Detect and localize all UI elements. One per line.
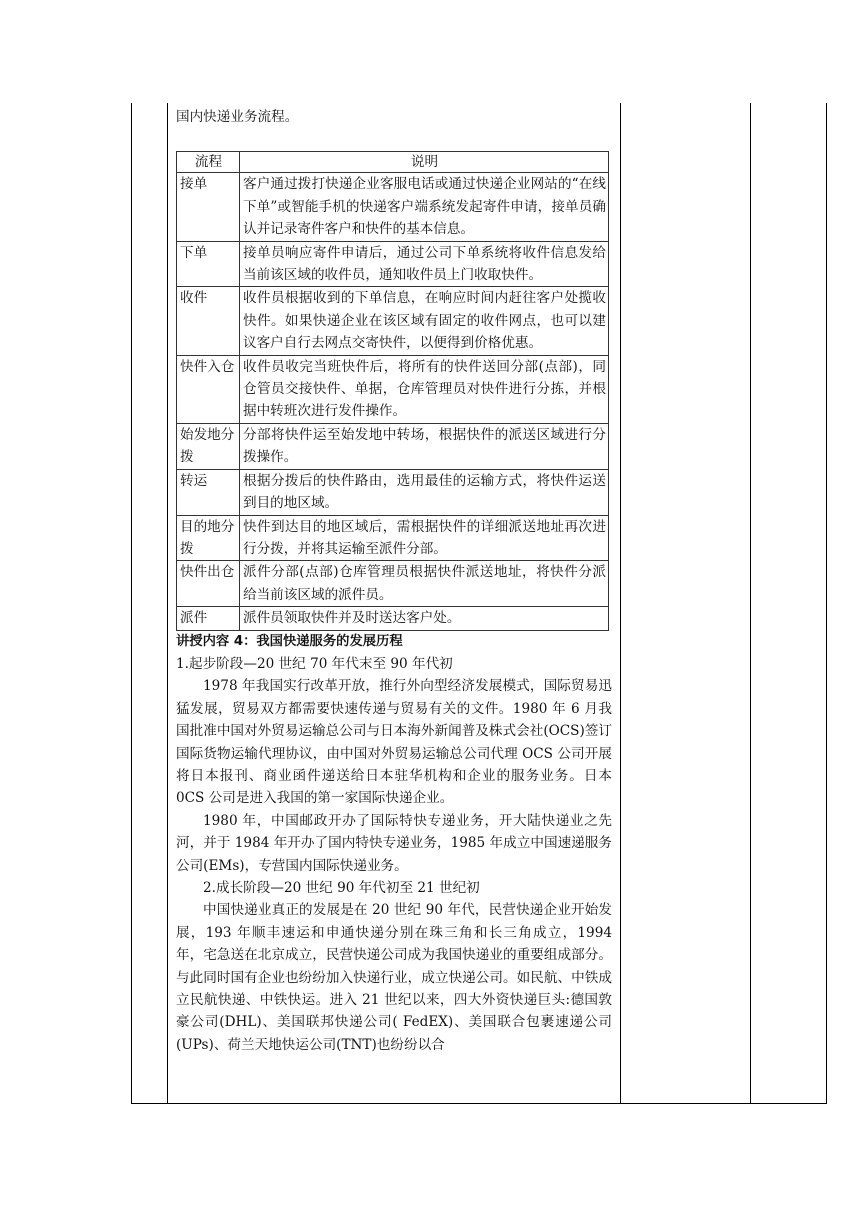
process-step: 下单 (177, 241, 240, 287)
table-row (177, 173, 609, 241)
section-heading: 讲授内容 4：我国快递服务的发展历程 (176, 633, 403, 649)
process-description: 分部将快件运至始发地中转场，根据快件的派送区域进行分拨操作。 (240, 423, 609, 469)
process-step: 快件入仓 (177, 355, 240, 423)
frame-line-left (131, 103, 132, 1103)
frame-line-4 (750, 103, 751, 1103)
frame-line-2 (167, 103, 168, 1103)
table-header-row (177, 152, 609, 173)
process-description: 收件员根据收到的下单信息，在响应时间内赶往客户处揽收快件。如果快递企业在该区域有固定的收件网点，也可以建议客户自行去网点交寄快件，以便得到价格优惠。 (240, 287, 609, 355)
process-description: 快件到达目的地区域后，需根据快件的详细派送地址再次进行分拨，并将其运输至派件分部。 (240, 515, 609, 561)
process-step: 目的地分拨 (177, 515, 240, 561)
table-row (177, 607, 609, 630)
table-row (177, 469, 609, 515)
process-description: 接单员响应寄件申请后，通过公司下单系统将收件信息发给当前该区域的收件员，通知收件员上门收取快件。 (240, 241, 609, 287)
frame-line-bottom (131, 1103, 827, 1104)
stage2-title: 2.成长阶段—20 世纪 90 年代初至 21 世纪初 (203, 880, 480, 896)
delivery-process-table (176, 151, 609, 630)
process-description: 派件员领取快件并及时送达客户处。 (240, 607, 609, 630)
process-step: 始发地分拨 (177, 423, 240, 469)
process-step: 派件 (177, 607, 240, 630)
process-step: 转运 (177, 469, 240, 515)
lesson-content (176, 103, 612, 1056)
process-step: 收件 (177, 287, 240, 355)
header-description: 说明 (240, 152, 609, 173)
table-row (177, 561, 609, 607)
table-row (177, 355, 609, 423)
process-step: 快件出仓 (177, 561, 240, 607)
process-description: 收件员收完当班快件后，将所有的快件送回分部(点部)，同仓管员交接快件、单据，仓库管理员对快件进行分拣，并根据中转班次进行发件操作。 (240, 355, 609, 423)
frame-line-right (826, 103, 827, 1103)
stage1-paragraph-1: 1978 年我国实行改革开放，推行外向型经济发展模式，国际贸易迅猛发展，贸易双方都需要快速传递与贸易有关的文件。1980 年 6 月我国批准中国对外贸易运输总公司与日本海外新闻普及株式会社(OCS)签订国际货物运输代理协议，由中国对外贸易运输总公司代理 OCS 公司开展将日本报刊、商业函件递送给日本驻华机构和企业的服务业务。日本 0CS 公司是进入我国的第一家国际快递企业。 (176, 678, 612, 807)
intro-text: 国内快递业务流程。 (176, 109, 299, 125)
process-description: 派件分部(点部)仓库管理员根据快件派送地址，将快件分派给当前该区域的派件员。 (240, 561, 609, 607)
table-row (177, 423, 609, 469)
table-row (177, 241, 609, 287)
process-description: 根据分拨后的快件路由，选用最佳的运输方式，将快件运送到目的地区域。 (240, 469, 609, 515)
table-row (177, 515, 609, 561)
table-row (177, 287, 609, 355)
stage1-title: 1.起步阶段—20 世纪 70 年代末至 90 年代初 (176, 655, 453, 672)
header-process: 流程 (177, 152, 240, 173)
stage1-paragraph-2: 1980 年，中国邮政开办了国际特快专递业务，开大陆快递业之先河，并于 1984 年开办了国内特快专递业务，1985 年成立中国速递服务公司(EMs)，专营国内国际快递业务。 (176, 812, 612, 874)
stage2-paragraph-1: 中国快递业真正的发展是在 20 世纪 90 年代，民营快递企业开始发展，193 年顺丰速运和申通快递分别在珠三角和长三角成立，1994 年，宅急送在北京成立，民营快递公司成为我国快递业的重要组成部分。与此同时国有企业也纷纷加入快递行业，成立快递公司。如民航、中铁成立民航快递、中铁快运。进入 21 世纪以来，四大外资快递巨头:德国敦豪公司(DHL)、美国联邦快递公司( FedEX)、美国联合包裹速递公司(UPs)、荷兰天地快运公司(TNT)也纷纷以合 (176, 902, 612, 1053)
process-description: 客户通过拨打快递企业客服电话或通过快递企业网站的“在线下单”或智能手机的快递客户端系统发起寄件申请，接单员确认并记录寄件客户和快件的基本信息。 (240, 173, 609, 241)
process-step: 接单 (177, 173, 240, 241)
frame-line-3 (620, 103, 621, 1103)
